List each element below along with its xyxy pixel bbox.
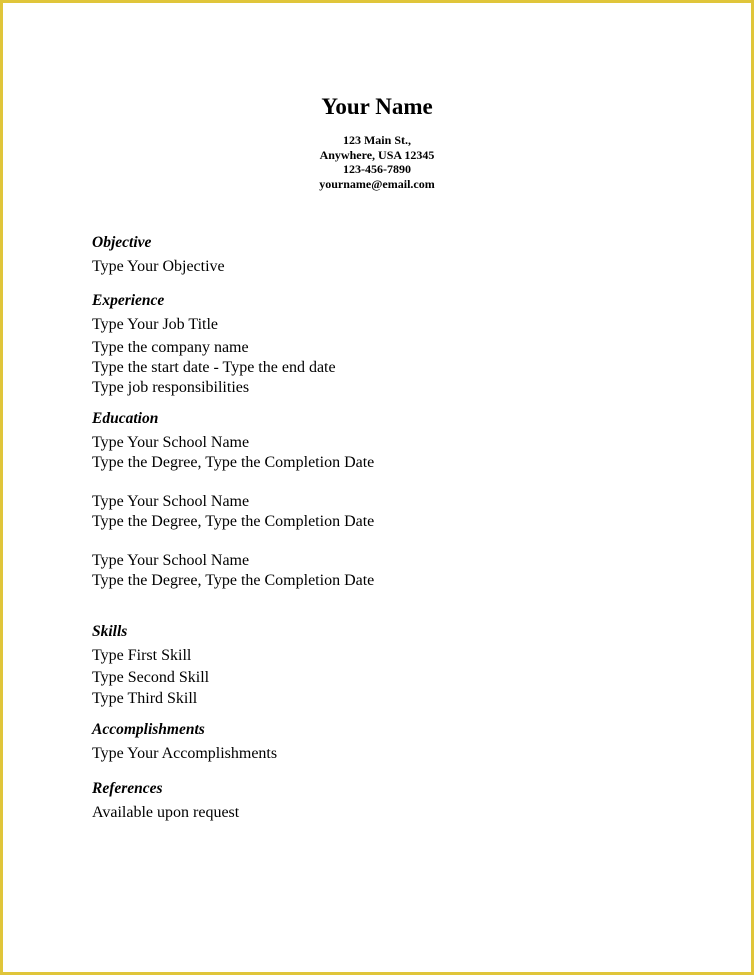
accomplishments-text: Type Your Accomplishments (92, 745, 278, 762)
skills-heading: Skills (92, 623, 128, 640)
objective-heading: Objective (92, 234, 152, 251)
experience-heading: Experience (92, 292, 165, 309)
experience-dates: Type the start date - Type the end date (92, 359, 336, 376)
address-line-1: 123 Main St., (342, 133, 411, 147)
education-school-3: Type Your School Name (92, 552, 250, 569)
skill-item-3: Type Third Skill (92, 690, 198, 707)
objective-text: Type Your Objective (92, 258, 225, 275)
references-text: Available upon request (92, 804, 240, 821)
education-degree-1: Type the Degree, Type the Completion Date (92, 454, 375, 471)
address-line-2: Anywhere, USA 12345 (319, 147, 435, 162)
experience-responsibilities: Type job responsibilities (92, 379, 250, 396)
references-heading: References (92, 780, 163, 797)
skill-item-2: Type Second Skill (92, 669, 210, 686)
education-degree-3: Type the Degree, Type the Completion Date (92, 572, 375, 589)
accomplishments-heading: Accomplishments (92, 721, 205, 738)
contact-block (3, 133, 751, 191)
candidate-name: Your Name (321, 94, 433, 119)
education-school-2: Type Your School Name (92, 493, 250, 510)
education-degree-2: Type the Degree, Type the Completion Date (92, 513, 375, 530)
experience-job-title: Type Your Job Title (92, 316, 219, 333)
skill-item-1: Type First Skill (92, 647, 192, 664)
education-heading: Education (92, 410, 159, 427)
email-address: yourname@email.com (319, 176, 435, 191)
phone-number: 123-456-7890 (343, 162, 411, 176)
experience-company: Type the company name (92, 339, 249, 356)
education-school-1: Type Your School Name (92, 434, 250, 451)
